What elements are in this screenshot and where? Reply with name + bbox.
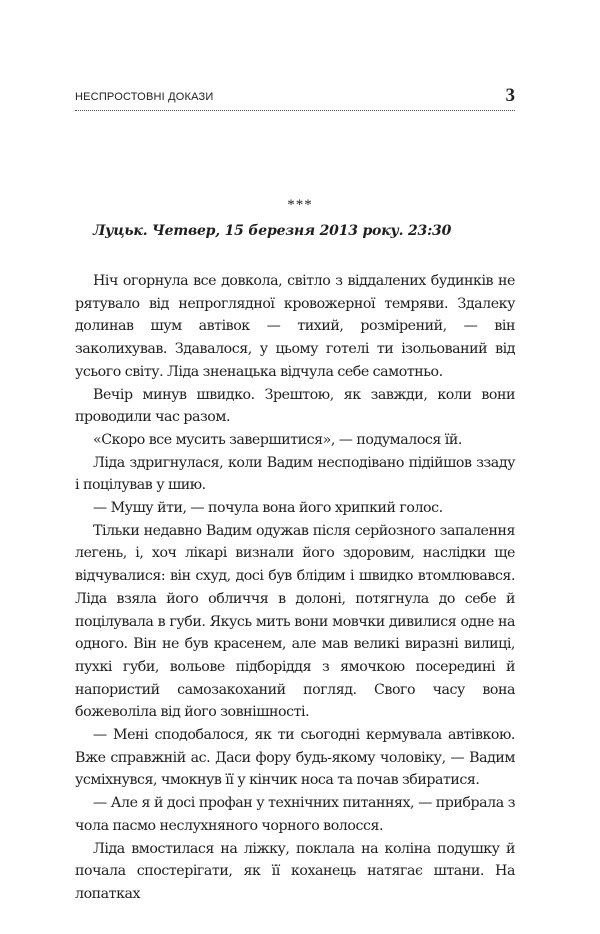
paragraph: Ліда здригнулася, коли Вадим несподівано підійшов ззаду і поцілував у шию. — [75, 454, 515, 494]
paragraph: «Скоро все мусить завершитися», — подумалося їй. — [93, 431, 462, 448]
chapter-dateline: Луцьк. Четвер, 15 березня 2013 року. 23:30 — [93, 223, 452, 239]
paragraph: Вечір минув швидко. Зрештою, як завжди, коли вони проводили час разом. — [75, 386, 515, 426]
paragraph: — Мушу йти, — почула вона його хрипкий голос. — [93, 500, 443, 517]
section-separator: *** — [287, 197, 313, 213]
paragraph: Ліда вмостилася на ліжку, поклала на коліна подушку й почала спостерігати, як її коханець натягає штани. На лопатках — [75, 840, 515, 902]
paragraph: — Але я й досі профан у технічних питаннях, — прибрала з чола пасмо неслухняного чорного волосся. — [75, 795, 515, 834]
header-dotted-rule — [75, 110, 515, 111]
page-number: 3 — [505, 85, 515, 106]
body-text — [75, 270, 515, 906]
running-title: НЕСПРОСТОВНІ ДОКАЗИ — [75, 91, 214, 103]
running-header — [75, 86, 515, 116]
paragraph: — Мені сподобалося, як ти сьогодні кермувала автівкою. Вже справжній ас. Даси фору будь-якому чоловіку, — Вадим усміхнувся, чмокнув її у кінчик носа та почав збиратися. — [75, 727, 515, 789]
paragraph: Тільки недавно Вадим одужав після серйозного запалення легень, і, хоч лікарі визнали його здоровим, наслідки ще відчувалися: він схуд, досі був блідим і швидко втомлювався. Ліда взяла його обличчя в долоні, потягнула до себе й поцілувала в губи. Якусь мить вони мовчки дивилися одне на одного. Він не був красенем, але мав великі виразні вилиці, пухкі губи, вольове підборіддя з ямочкою посередині й напористий самозакоханий погляд. Свого часу вона божеволіла від його зовнішності. — [75, 522, 515, 721]
paragraph: Ніч огорнула все довкола, світло з віддалених будинків не рятувало від непроглядної кровожерної темряви. Здалеку долинав шум автівок — тихий, розмірений, — він заколихував. Здавалося, у цьому готелі ти ізольований від усього світу. Ліда зненацька відчула себе самотньо. — [75, 273, 515, 380]
